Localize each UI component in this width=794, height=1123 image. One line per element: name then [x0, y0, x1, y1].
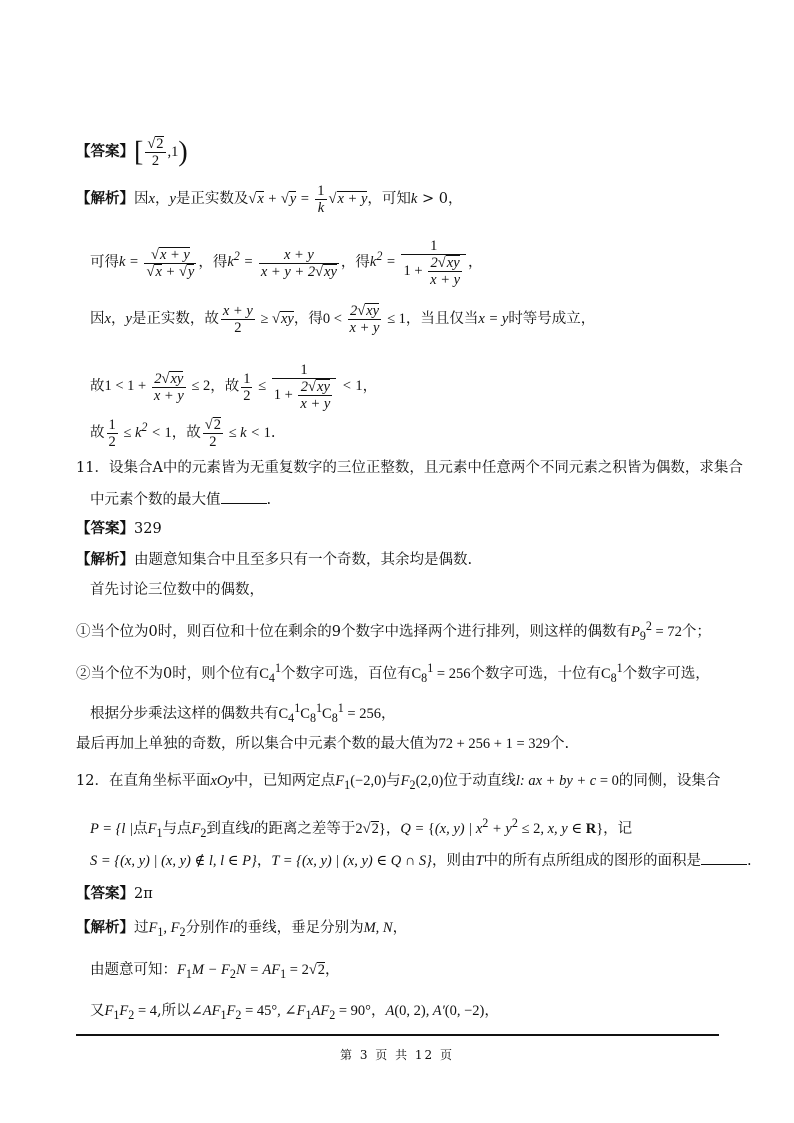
answer-blank [701, 850, 747, 865]
answer-10-value: [ $\frac{√2}{2}$ ,1) [134, 136, 188, 169]
question-12-line-3: S = {(x, y) | (x, y) ∉ l, l ∈ P}，T = {(x, y) | (x, y) ∈ Q ∩ S}，则由T中的所有点所组成的图形的面积是 . [90, 850, 752, 871]
analysis-tag: 【解析】 [76, 552, 134, 568]
answer-tag: 【答案】 [76, 886, 134, 902]
analysis-11-line-4: ②当个位不为0时，则个位有$C_4^1$个数字可选，百位有$C_8^1 = 256$个数字可选，十位有$C_8^1$个数字可选， [76, 661, 710, 685]
answer-11-value: 329 [134, 521, 162, 537]
answer-12-value: 2π [134, 886, 153, 902]
analysis-11-line-5: 根据分步乘法这样的偶数共有$C_4^1C_8^1C_8^1 = 256$， [90, 701, 396, 725]
analysis-10-line-1: 【解析】因x，y是正实数及√x + √y = $\frac{1}{k}$ √x + y，可知k > 0， [76, 183, 463, 216]
analysis-tag: 【解析】 [76, 190, 134, 207]
analysis-10-line-5: 故 $\frac{1}{2}$ ≤ $k^2 < 1$，故 $\frac{√2}{2}$ ≤ k < 1. [90, 417, 276, 450]
question-12-line-1: 12．在直角坐标平面xOy中，已知两定点$F_1(-2,0)$与$F_2(2,0)$位于动直线l: ax + by + c = 0的同侧，设集合 [76, 773, 721, 792]
analysis-10-line-2: 可得k = $\frac{√x + y}{√x + √y}$ ，得$k^2$ = $\frac{x + y}{x + y + 2√xy}$ ，得$k^2$ = 1 1 + $\frac{2√xy}{x + y}$ ， [90, 238, 483, 288]
question-11-line-2: 中元素个数的最大值 . [90, 489, 271, 510]
analysis-11-line-2: 首先讨论三位数中的偶数， [90, 582, 264, 598]
question-11-line-1: 11．设集合A中的元素皆为无重复数字的三位正整数，且元素中任意两个不同元素之积皆为偶数，求集合 [76, 460, 743, 476]
analysis-10-line-3: 因x，y是正实数，故 $\frac{x + y}{2}$ ≥ √xy，得0 < $\frac{2√xy}{x + y}$ ≤ 1，当且仅当x = y时等号成立， [90, 303, 596, 336]
answer-12 [76, 884, 153, 904]
answer-11 [76, 519, 162, 539]
answer-blank [221, 489, 267, 504]
answer-tag: 【答案】 [76, 143, 134, 160]
answer-10 [76, 136, 188, 169]
analysis-12-line-1: 【解析】过$F_1$, $F_2$分别作l的垂线，垂足分别为M, N， [76, 920, 408, 939]
analysis-tag: 【解析】 [76, 920, 134, 936]
question-12-line-2: P = {l |点$F_1$与点$F_2$到直线l的距离之差等于2√2}，Q = {(x, y) | $x^2 + y^2 \le 2$, x, y ∈ R}，记 [90, 816, 633, 840]
analysis-11-line-3: ①当个位为0时，则百位和十位在剩余的9个数字中选择两个进行排列，则这样的偶数有$P_9^2 = 72$个； [76, 619, 711, 643]
analysis-11-line-1: 【解析】由题意知集合中且至多只有一个奇数，其余均是偶数. [76, 552, 473, 568]
analysis-12-line-3: 又$F_1F_2 = 4$,所以$\angle AF_1F_2 = 45^\circ$, $\angle F_1AF_2 = 90^\circ$，A(0, 2), A′(0, −2)， [90, 1003, 499, 1022]
analysis-12-line-2: 由题意可知：$F_1M - F_2N = AF_1 = 2√2$， [90, 962, 340, 981]
analysis-10-line-4: 故1 < 1 + $\frac{2√xy}{x + y}$ ≤ 2，故 $\frac{1}{2}$ ≤ 1 1 + $\frac{2√xy}{x + y}$ < 1， [90, 362, 378, 412]
footer-divider [76, 1034, 719, 1036]
page-footer: 第 3 页 共 12 页 [340, 1048, 454, 1062]
answer-tag: 【答案】 [76, 521, 134, 537]
analysis-11-line-6: 最后再加上单独的奇数，所以集合中元素个数的最大值为72 + 256 + 1 = 329个. [76, 736, 570, 752]
